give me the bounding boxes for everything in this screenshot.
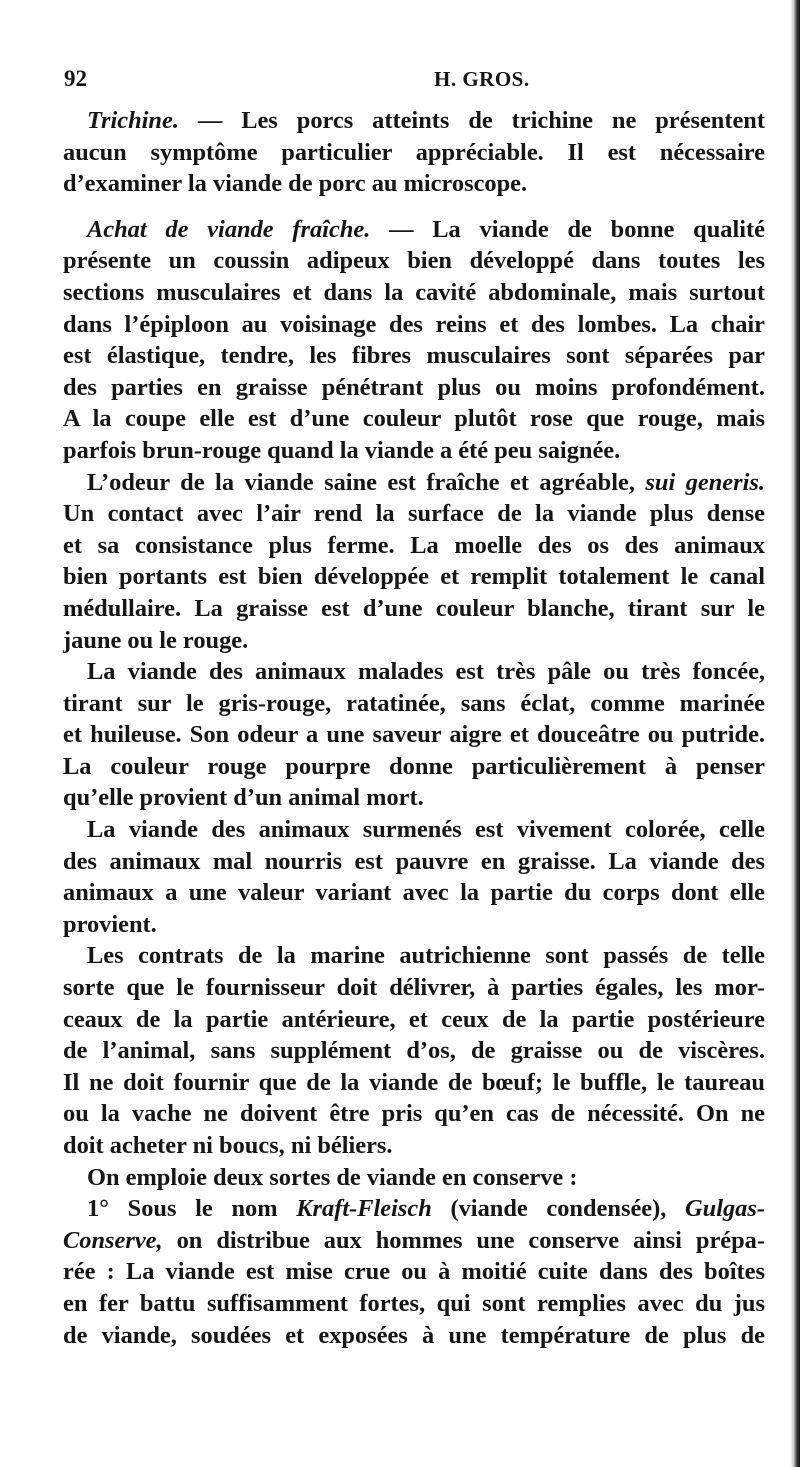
text-line: des animaux mal nourris est pauvre en graisse. La viande des	[63, 847, 765, 875]
italic-term: Kraft-Fleisch	[296, 1195, 432, 1223]
text-line: tirant sur le gris-rouge, ratatinée, sans éclat, comme marinée	[63, 689, 765, 717]
paragraph-malades	[63, 656, 765, 814]
section-term: Achat de viande fraîche.	[87, 215, 371, 243]
section-term: Trichine.	[87, 107, 179, 134]
text-line: Les contrats de la marine autrichienne sont passés de telle	[87, 942, 765, 970]
text-line: d’examiner la viande de porc au microscope.	[63, 170, 528, 198]
text-line: Achat de viande fraîche. — La viande de bonne qualité	[87, 215, 765, 243]
text-line: ou la vache ne doivent être pris qu’en cas de nécessité. On ne	[63, 1100, 765, 1128]
text-line: en fer battu suffisamment fortes, qui sont remplies avec du jus	[63, 1289, 765, 1317]
text-line: aucun symptôme particulier appréciable. Il est nécessaire	[63, 138, 765, 166]
text-line: dans l’épiploon au voisinage des reins et des lombes. La chair	[63, 310, 765, 338]
text-line: médullaire. La graisse est d’une couleur blanche, tirant sur le	[63, 594, 765, 622]
text-line: Trichine. — Les porcs atteints de trichine ne présentent	[87, 107, 765, 134]
paragraph-achat	[63, 214, 765, 467]
page-number: 92	[64, 66, 87, 91]
text-line: Conserve, on distribue aux hommes une conserve ainsi prépa-	[63, 1226, 765, 1254]
text-line: On emploie deux sortes de viande en conserve :	[87, 1163, 578, 1191]
italic-term: Conserve,	[63, 1226, 163, 1254]
text-line: La viande des animaux surmenés est vivement colorée, celle	[87, 816, 765, 844]
text-line: 1° Sous le nom Kraft-Fleisch (viande condensée), Gulgas-	[87, 1195, 765, 1223]
text-line: présente un coussin adipeux bien développé dans toutes les	[63, 247, 765, 275]
text-line: ceaux de la partie antérieure, et ceux de la partie postérieure	[63, 1005, 765, 1033]
text-line: sorte que le fournisseur doit délivrer, à parties égales, les mor-	[63, 974, 765, 1002]
text-line: animaux a une valeur variant avec la partie du corps dont elle	[63, 879, 765, 907]
body-text	[63, 105, 765, 1351]
page-edge-shadow	[790, 0, 800, 1467]
text-line: et sa consistance plus ferme. La moelle des os des animaux	[63, 531, 765, 559]
text-line: doit acheter ni boucs, ni béliers.	[63, 1132, 393, 1159]
text-line: est élastique, tendre, les fibres musculaires sont séparées par	[63, 342, 765, 370]
text-line: sections musculaires et dans la cavité abdominale, mais surtout	[63, 278, 765, 306]
paragraph-odeur	[63, 467, 765, 657]
text-line: jaune ou le rouge.	[63, 626, 249, 654]
paragraph-kraft	[63, 1193, 765, 1351]
text-line: Un contact avec l’air rend la surface de la viande plus dense	[63, 500, 765, 528]
text-line: A la coupe elle est d’une couleur plutôt rose que rouge, mais	[63, 405, 765, 433]
text-line: parfois brun-rouge quand la viande a été peu saignée.	[63, 436, 621, 464]
paragraph-contrats	[63, 940, 765, 1161]
text-line: de viande, soudées et exposées à une température de plus de	[63, 1321, 765, 1349]
text-line: et huileuse. Son odeur a une saveur aigre et douceâtre ou putride.	[63, 721, 765, 749]
paragraph-surmenes	[63, 814, 765, 940]
text-line: rée : La viande est mise crue ou à moitié cuite dans des boîtes	[63, 1258, 765, 1286]
italic-term: Gulgas-	[685, 1195, 765, 1223]
text-line: La viande des animaux malades est très pâle ou très foncée,	[87, 658, 765, 686]
paragraph-conserve	[63, 1162, 765, 1194]
text-line: qu’elle provient d’un animal mort.	[63, 784, 424, 812]
text-line: L’odeur de la viande saine est fraîche et agréable, sui generis.	[87, 468, 765, 496]
text-line: bien portants est bien développée et remplit totalement le canal	[63, 563, 765, 591]
text-line: La couleur rouge pourpre donne particulièrement à penser	[63, 752, 765, 780]
text-line: des parties en graisse pénétrant plus ou moins profondément.	[63, 373, 765, 401]
text-line: provient.	[63, 910, 157, 938]
text-line: de l’animal, sans supplément d’os, de graisse ou de viscères.	[63, 1037, 765, 1065]
running-head: H. GROS.	[434, 67, 530, 91]
page-header	[62, 66, 752, 100]
italic-phrase: sui generis.	[645, 468, 765, 496]
text-line: Il ne doit fournir que de la viande de bœuf; le buffle, le taureau	[63, 1068, 765, 1096]
paragraph-trichine	[63, 105, 765, 200]
